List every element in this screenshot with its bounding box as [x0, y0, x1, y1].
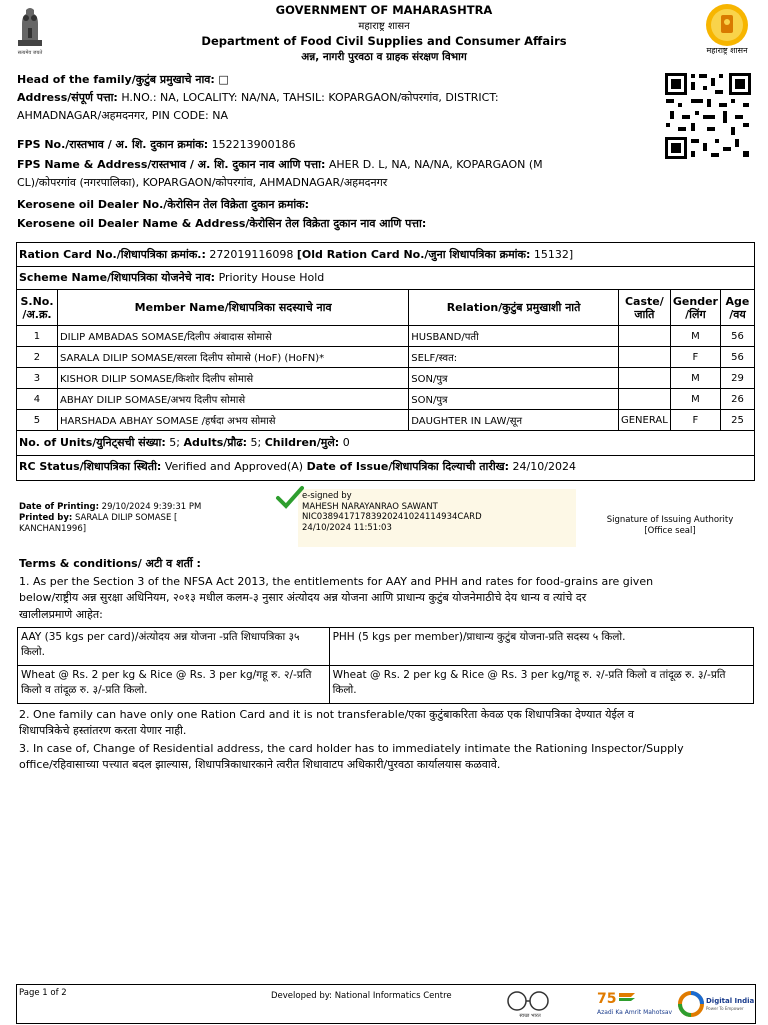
- seal-caption: महाराष्ट्र शासन: [706, 46, 748, 55]
- swachh-text: स्वच्छ भारत: [519, 1013, 541, 1019]
- member-sno: 1: [17, 326, 58, 347]
- address-label: Address/संपूर्ण पत्ता:: [17, 91, 118, 104]
- member-relation: HUSBAND/पती: [409, 326, 619, 347]
- member-gender: F: [670, 347, 720, 368]
- col-caste: Caste/ जाति: [618, 290, 670, 326]
- printed-by-value-2: KANCHAN1996]: [19, 524, 87, 534]
- govt-title-mr: महाराष्ट्र शासन: [358, 21, 410, 32]
- divider: [16, 266, 755, 267]
- table-row: [17, 347, 755, 368]
- fps-no-label: FPS No./रास्तभाव / अ. शि. दुकान क्रमांक:: [17, 138, 209, 151]
- esign-block: [298, 489, 576, 547]
- units-value: 5;: [165, 436, 184, 449]
- phh-rate: Wheat @ Rs. 2 per kg & Rice @ Rs. 3 per kg/गहू रु. २/-प्रति किलो व तांदूळ रु. ३/-प्रति किलो.: [329, 666, 753, 704]
- govt-title: GOVERNMENT OF MAHARASHTRA: [275, 3, 493, 17]
- developed-by: Developed by: National Informatics Centre: [271, 991, 452, 1001]
- status-label: RC Status/शिधापत्रिका स्थिती:: [19, 460, 162, 473]
- units-label: No. of Units/युनिट्सची संख्या:: [19, 436, 166, 449]
- children-value: 0: [339, 436, 350, 449]
- qr-code-icon: [664, 72, 752, 160]
- esign-id: NIC038941717839202410241149​34CARD: [302, 512, 482, 522]
- table-row: [17, 410, 755, 431]
- aay-rate: Wheat @ Rs. 2 per kg & Rice @ Rs. 3 per kg/गहू रु. २/-प्रति किलो व तांदूळ रु. ३/-प्रति किलो.: [18, 666, 330, 704]
- fps-no-value: 152213900186: [208, 138, 296, 151]
- kerosene-name-label: Kerosene oil Dealer Name & Address/केरोसिन तेल विक्रेता दुकान नाव आणि पत्ता:: [17, 217, 427, 230]
- entitlements-table: [17, 627, 754, 704]
- scheme-label: Scheme Name/शिधापत्रिका योजनेचे नाव:: [19, 271, 216, 284]
- esign-signer: MAHESH NARAYANRAO SAWANT: [302, 501, 438, 512]
- footer: [16, 984, 756, 1024]
- member-sno: 3: [17, 368, 58, 389]
- print-date-value: 29/10/2024 9:39:31 PM: [98, 502, 202, 512]
- phh-entitlement: PHH (5 kgs per member)/प्राधान्य कुटुंब योजना-प्रति सदस्य ५ किलो.: [329, 628, 753, 666]
- member-relation: SELF/स्वत:: [409, 347, 619, 368]
- print-info: [19, 502, 201, 535]
- terms-title: Terms & conditions/ अटी व शर्ती :: [19, 557, 201, 570]
- member-relation: DAUGHTER IN LAW/सून: [409, 410, 619, 431]
- old-rc-value: 15132]: [530, 248, 574, 261]
- member-age: 56: [720, 347, 754, 368]
- terms-p1-line1: 1. As per the Section 3 of the NFSA Act 2013, the entitlements for AAY and PHH and rates for food-grains are given: [19, 575, 654, 588]
- fps-name-line-2: CL)/कोपरगांव (नगरपालिका), KOPARGAON/कोपरगांव, AHMADNAGAR/अहमदनगर: [17, 176, 388, 189]
- member-caste: [618, 347, 670, 368]
- head-of-family: [17, 71, 229, 89]
- svg-text:सत्यमेव जयते: सत्यमेव जयते: [17, 50, 43, 56]
- digital-india-text: Digital India: [706, 997, 755, 1005]
- divider: [16, 455, 755, 456]
- member-name: HARSHADA ABHAY SOMASE /हर्षदा अभय सोमासे: [57, 410, 408, 431]
- terms-p2-line2: शिधापत्रिकेचे हस्तांतरण करता येणार नाही.: [19, 724, 187, 737]
- issue-label: Date of Issue/शिधापत्रिका दिल्याची तारीख:: [306, 460, 510, 473]
- head-value: □: [218, 73, 229, 86]
- fps-name-value-1: AHER D. L, NA, NA/NA, KOPARGAON (M: [325, 158, 543, 171]
- member-caste: [618, 326, 670, 347]
- checkmark-icon: [276, 485, 304, 515]
- member-sno: 4: [17, 389, 58, 410]
- terms-p2-line1: 2. One family can have only one Ration Card and it is not transferable/एका कुटुंबाकरिता केवळ एक शिधापत्रिका देण्यात येईल व: [19, 708, 634, 721]
- terms-p3-line1: 3. In case of, Change of Residential address, the card holder has to immediately intimate the Rationing Inspector/Supply: [19, 742, 684, 755]
- terms-p1-line2: below/राष्ट्रीय अन्न सुरक्षा अधिनियम, २०१३ मधील कलम-३ नुसार अंत्योदय अन्न योजना आणि प्राधान्य कुटुंब योजनेमाठीचे देय धान्य व त्यांचे दर: [19, 591, 587, 604]
- head-label: Head of the family/कुटुंब प्रमुखाचे नाव:: [17, 73, 215, 86]
- adults-value: 5;: [247, 436, 265, 449]
- adults-label: Adults/प्रौढ:: [183, 436, 247, 449]
- esign-timestamp: 24/10/2024 11:51:03: [302, 522, 392, 533]
- member-gender: F: [670, 410, 720, 431]
- terms-p3-line2: office/रहिवासाच्या पत्त्यात बदल झाल्यास, शिधापत्रिकाधारकाने त्वरीत शिधावाटप अधिकारी/पुरवठा कार्यालयास कळवावे.: [19, 758, 501, 771]
- table-row: [17, 326, 755, 347]
- printed-by-label: Printed by:: [19, 513, 73, 523]
- address-line-2: AHMADNAGAR/अहमदनगर, PIN CODE: NA: [17, 109, 229, 122]
- national-emblem-icon: [14, 4, 46, 56]
- old-rc-label: [Old Ration Card No./जुना शिधापत्रिका क्रमांक:: [296, 248, 531, 261]
- units-summary: [19, 434, 350, 452]
- col-age: Age /वय: [720, 290, 754, 326]
- col-relation: Relation/कुटुंब प्रमुखाशी नाते: [409, 290, 619, 326]
- member-caste: [618, 368, 670, 389]
- member-name: DILIP AMBADAS SOMASE/दिलीप अंबादास सोमासे: [57, 326, 408, 347]
- member-relation: SON/पुत्र: [409, 389, 619, 410]
- rc-status: [19, 458, 576, 476]
- swachh-bharat-logo: [499, 989, 561, 1019]
- dept-title-mr: अन्न, नागरी पुरवठा व ग्राहक संरक्षण विभाग: [301, 51, 467, 63]
- members-table: [16, 289, 755, 431]
- fps-name-label: FPS Name & Address/रास्तभाव / अ. शि. दुकान नाव आणि पत्ता:: [17, 158, 326, 171]
- maharashtra-seal-icon: [704, 2, 750, 48]
- print-date-label: Date of Printing:: [19, 502, 99, 512]
- table-row: [17, 368, 755, 389]
- digital-india-logo: [679, 987, 755, 1021]
- scheme-value: Priority House Hold: [215, 271, 325, 284]
- member-caste: [618, 389, 670, 410]
- printed-by-value: SARALA DILIP SOMASE [: [72, 513, 178, 523]
- children-label: Children/मुले:: [264, 436, 340, 449]
- azadi-text: Azadi Ka Amrit Mahotsav: [597, 1009, 673, 1016]
- scheme-name: [19, 269, 324, 287]
- svg-text:75: 75: [597, 991, 617, 1007]
- esign-line-1: e-signed by: [302, 491, 352, 501]
- terms-p1-line3: खालीलप्रमाणे आहेत:: [19, 608, 103, 621]
- fps-no: [17, 136, 296, 154]
- kerosene-no-label: Kerosene oil Dealer No./केरोसिन तेल विक्रेता दुकान क्रमांक:: [17, 198, 310, 211]
- col-name: Member Name/शिधापत्रिका सदस्याचे नाव: [57, 290, 408, 326]
- member-name: SARALA DILIP SOMASE/सरला दिलीप सोमासे (HoF) (HoFN)*: [57, 347, 408, 368]
- ration-card-no: [19, 246, 573, 264]
- signature-line-2: [Office seal]: [644, 525, 696, 536]
- col-sno: S.No. /अ.क्र.: [17, 290, 58, 326]
- rc-label: Ration Card No./शिधापत्रिका क्रमांक.:: [19, 248, 206, 261]
- member-gender: M: [670, 326, 720, 347]
- member-sno: 5: [17, 410, 58, 431]
- member-name: KISHOR DILIP SOMASE/किशोर दिलीप सोमासे: [57, 368, 408, 389]
- address-line-1: [17, 89, 499, 107]
- aay-entitlement: AAY (35 kgs per card)/अंत्योदय अन्न योजना -प्रति शिधापत्रिका ३५ किलो.: [18, 628, 330, 666]
- member-sno: 2: [17, 347, 58, 368]
- digital-india-sub: Power To Empower: [706, 1006, 744, 1011]
- status-value: Verified and Approved(A): [161, 460, 307, 473]
- address-value-1: H.NO.: NA, LOCALITY: NA/NA, TAHSIL: KOPARGAON/कोपरगांव, DISTRICT:: [117, 91, 499, 104]
- signature-authority: [596, 515, 744, 536]
- table-row: [17, 389, 755, 410]
- member-caste: GENERAL: [618, 410, 670, 431]
- member-gender: M: [670, 368, 720, 389]
- member-name: ABHAY DILIP SOMASE/अभय दिलीप सोमासे: [57, 389, 408, 410]
- rc-value: 272019116098: [205, 248, 297, 261]
- member-age: 25: [720, 410, 754, 431]
- member-age: 29: [720, 368, 754, 389]
- signature-line-1: Signature of Issuing Authority: [606, 515, 734, 525]
- col-gender: Gender /लिंग: [670, 290, 720, 326]
- azadi-logo: [595, 987, 673, 1021]
- page-number: Page 1 of 2: [19, 988, 67, 998]
- fps-name-line-1: [17, 156, 543, 174]
- member-relation: SON/पुत्र: [409, 368, 619, 389]
- member-age: 26: [720, 389, 754, 410]
- member-age: 56: [720, 326, 754, 347]
- member-gender: M: [670, 389, 720, 410]
- issue-value: 24/10/2024: [509, 460, 576, 473]
- dept-title: Department of Food Civil Supplies and Consumer Affairs: [201, 34, 567, 48]
